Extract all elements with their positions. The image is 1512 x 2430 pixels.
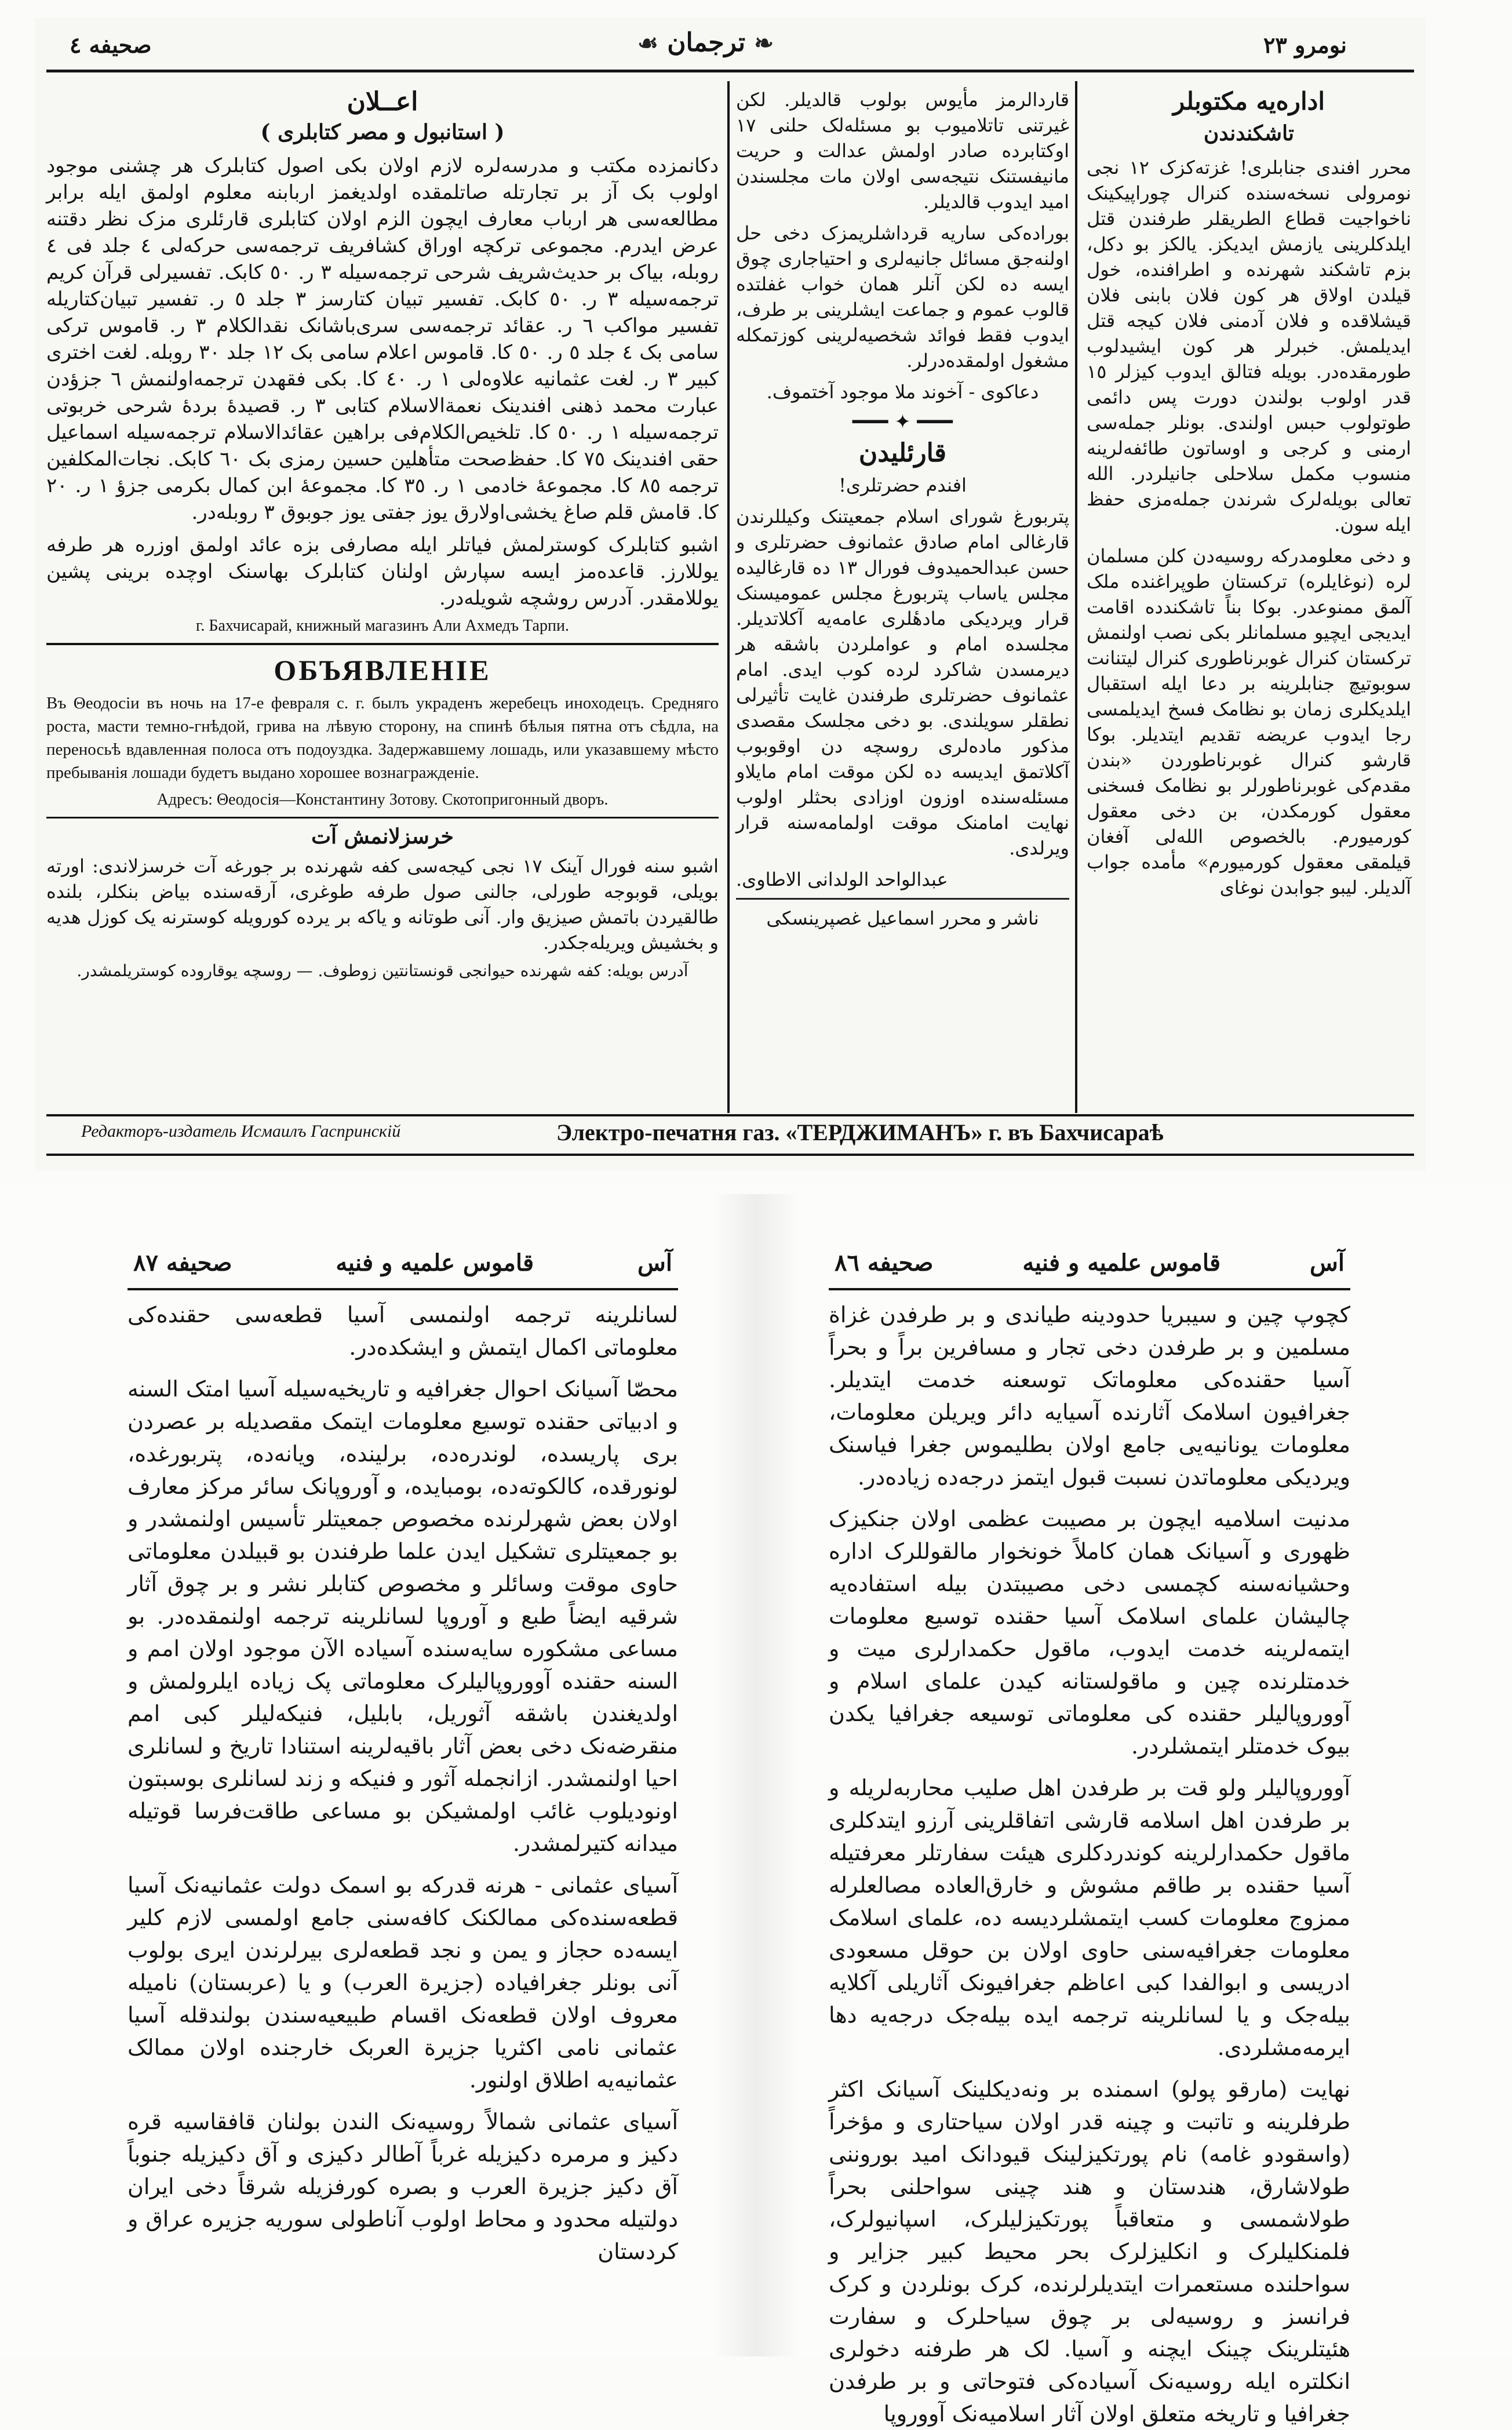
middle-signature: دعاکوی - آخوند ملا موجود آختموف. [766,381,1039,403]
middle-column [736,87,1069,1107]
rule-obyavlenie [46,643,719,645]
qarai-title: قارئلیدن [858,438,947,468]
announcements-subtitle: ( استانبول و مصر کتابلری ) [260,120,505,144]
issue-label: نومرو ٢٣ [1263,32,1347,58]
book-left-header-rule [127,1288,678,1290]
footer-rule-bottom [46,1154,1414,1156]
book-right-header-title: قاموس علمیه و فنیه [1022,1249,1221,1276]
book-left-paragraph-1: لسانلرینه ترجمه اولنمسی آسیا قطعه‌سی حقنده‌کی معلوماتی اکمال ایتمش و ایشکده‌در. [127,1302,678,1360]
editorial-paragraph-2: و دخی معلومدرکه روسیه‌دن کلن مسلمان لره (نوغایلره) ترکستان طوپراغنده ملک آلمق ممنوعدر. بوکا بناً تاشکندده اقامت ایدیجی ایچیو مسلمانلر بکی نصب اولنمش ترکستان کنرال غوبرناطوری کنرال لیتنانت سوبوتیچ جنابلرینه بر دعا ایله استقبال ایلدیکلری زمان بو نظامک فسخ ایدیلمسی رجا ایدوب عریضه تقدیم ایتدیلر. بوکا قارشو کنرال غوبرناطوردن «بندن مقدم‌کی غوبرناطورلر بو نظامک فسخنی معقول کورمکدن، بن دخی معقول کورمیورم. بالخصوص الله‌لی آفغان قیلمقی معقول کورمیورم» مأمده جواب آلدیلر. لیبو جوابدن نوغای [1087,545,1411,898]
editorial-location: تاشکندندن [1203,121,1295,145]
qarai-text: پتربورغ شورای اسلام جمعیتنک وکیللرندن قارغالی امام صادق عثمانوف حضرتلری و حسن عبدالحمیدوف فورال ١٣ ده قارغالیده مجلس یاساب پتربورغ مجلس عمومیسنک قرار ویردیکی مادهٔلری عامه‌یه آکلاتدیلر. مجلسده امام و عواملردن باشقه هر دیرمسدن شاکرد لرده کوب ایدی. امام عثمانوف حضرتلری طرفندن غایت تأثیرلی نطقلر سویلندی. بو دخی مجلسک مقصدی مذکور ماده‌لری روسچه دن اوقوبوب آکلاتمق ایدیسه ده لکن موقت امام مایلاو مسئله‌سنده اوزون اوزادی بحثلر اولوب نهایت امامنک موقت اولمامه‌سنه قرار ویرلدی. [736,505,1070,859]
masthead-title-text: ترجمان [667,28,746,57]
announcements-title: اعــلان [347,87,418,117]
book-left-header-title: قاموس علمیه و فنیه [336,1249,534,1276]
header-rule [46,70,1414,72]
obyavlenie-text: Въ Θеодосiи въ ночь на 17-е февраля с. г. былъ украденъ жеребецъ иноходецъ. Средняго роста, масти темно-гнѣдой, грива на лѣвую сторону, на спинѣ бѣлыя пятна отъ сѣдла, на переносьѣ вдавленная полоса отъ подоуздка. Задержавшему лошадь, или указавшему мѣсто пребыванiя лошади будетъ выдано хорошее вознагражденiе. [46,694,719,782]
qarai-greeting: افندم حضرتلری! [839,474,967,496]
announcements-paragraph-1: دکانمزده مکتب و مدرسه‌لره لازم اولان بکی اصول کتابلرک هر چشنی موجود اولوب بک آز بر تجارتله صاتلمقده اولدیغمز اربابنه معلوم اولمق ایله برابر مطالعه‌سی هر ارباب معارف ایچون الزم اولان کتابلری قارئلری مزک نظر دقتنه عرض ایدرم. مجموعی ترکچه اوراق کشافریف ترجمه‌سی حرکه‌لی ٤ جلد فی ٤ روبله، بیاک بر حدیث‌شریف شرحی ترجمه‌سیله ٣ ر. ٥٠ کابک. تفسیرلی قرآن کریم ترجمه‌سیله ٣ ر. ٥٠ کابک. تفسیر تبیان کتارسز ٣ جلد ٥ ر. تفسیر تبیان‌کتاریله تفسیر مواکب ٦ ر. عقائد ترجمه‌سی سری‌باشانک نقدالکلام ٣ ر. قاموس ترکی سامی بک ٤ جلد ٥ ر. ٥٠ کا. قاموس اعلام سامی بک ١٢ جلد ٣٠ روبله. لغت اختری کبیر ٣ ر. لغت عثمانیه علاوه‌لی ١ ر. ٤٠ کا. بکی فقهدن ترجمه‌اولنمش ٦ جزؤدن عبارت محمد ذهنی افندینک نعمة‌الاسلام کتابی ٣ ر. قصیدهٔ بردهٔ شرحی خربوتی ترجمه‌سیله ١ ر. ٥٠ کا. تلخیص‌الکلام‌فی براهین عقائدالاسلام ترجمه‌سیله اسماعیل حقی افندینک ٧٥ کا. حفظ‌صحت متأهلین حسین رمزی بک ٦٠ کابک. نجات‌المکلفین ترجمه ٨٥ کا. مجموعهٔ خادمی ١ ر. ٣٥ کا. مجموعهٔ ابن کمال بکرمی جزؤ ١ ر. ٢٠ کا. قامش قلم صاغ یخشی‌اولارق یوز جفتی یوز جوبوق ٣ روبله‌در. [46,154,719,524]
editorial-column [1087,87,1411,1107]
book-right-paragraph-3: آووروپالیلر ولو قت بر طرفدن اهل صلیب محاربه‌لریله و بر طرفدن اهل اسلامه قارشی اتفاقلرینی آرزو ایتدکلری ماقول حکمدارلرینه کوندردکلری هیئت سفارتلر معرفتیله آسیا حقنده بر طاقم مشوش و خارق‌العاده مصالعلرله ممزوج معلومات کسب ایتمشلردیسه ده، علمای اسلامک معلومات جغرافیه‌سنی حاوی اولان بن حوقل مسعودی ادریسی و ابوالفدا کبی اعاظم جغرافیونک آثاریلی آکلایه بیله‌جک و یا لسانلرینه ترجمه ایده بیله‌جک درجه‌یه دها ایرمه‌مشلردی. [829,1775,1350,2060]
publisher-line: ناشر و محرر اسماعیل غصپرینسکی [736,898,1069,931]
horse-address: آدرس بویله: کفه شهرنده حیوانجی قونستانتین زوطوف. — روسچه یوقاروده کوستریلمشدر. [76,961,688,980]
horse-text: اشبو سنه فورال آینک ١٧ نجی کیجه‌سی کفه شهرنده بر جورغه آت خرسزلاندی: اورته بویلی، قوبوجه طورلی، جالنی صول طرفه طوغری، آرقه‌سنده بیاض بنکلر، بلنده طالقیردن باتمش صیزیق وار. آنی طوتانه و یاکه بر یرده کورویله کوسترنه یک کوزل هدیه و بخشیش ویریله‌جکدر. [46,855,719,954]
book-left-paragraph-2: محصّا آسیانک احوال جغرافیه و تاریخیه‌سیله آسیا امتک السنه و ادبیاتی حقنده توسیع معلومات ایتمک مقصدیله بر عصردن بری پاریسده، لوندره‌ده، برلینده، ویانه‌ده، پتربورغده، لونورقده، کالکوته‌ده، بومبایده، و آوروپانک سائر مرکز معارف اولان بعض شهرلرنده مخصوص جمعیتلر تأسیس اولنمشدر و بو جمعیتلری تشکیل ایدن علما طرفندن بو قبیلدن معلوماتی حاوی موقت وسائلر و مخصوص کتابلر نشر و بر چوق آثار شرقیه ایضاً طبع و آوروپا لسانلرینه ترجمه اولنمقده‌در. بو مساعی مشکوره سایه‌سنده آسیاده الآن موجود اولان امم و السنه حقنده آووروپالیلرک معلوماتی پک زیاده ایلرولمش و اولدیغندن باشقه آثوریل، بابلیل، فنیکه‌لیلر کبی امم منقرضه‌نک دخی بعض آثار باقیه‌لرینه استنادا تاریخ و لسانلری احیا اولنمشدر. ازانجمله آثور و فنیکه و زند لسانلری بوسبتون اونودیلوب غائب اولمشیکن بو مساعی طاقت‌فرسا قوتیله میدانه کتیرلمشدر. [127,1376,678,1856]
announcements-column [46,87,719,1107]
book-left-page-no: صحیفه ٨٧ [133,1249,232,1276]
masthead-ornament-left: ❧ [754,30,774,57]
footer-rule [46,1114,1414,1116]
book-right-header-rule [829,1288,1350,1290]
middle-paragraph-2: بوراده‌کی ساریه قرداشلریمزک دخی حل اولنه‌جق مسائل جانیه‌لری و احتیاجاری چوق ایسه ده لکن آنلر همان خواب غفلتده قالوب عموم و جماعت ایشلرینی بر طرف، ایدوب فقط فوائد شخصیه‌لرینی کوزتمکله مشغول اولمقده‌درلر. [736,222,1069,372]
book-left-body [127,1298,678,2342]
masthead-ornament-right: ☙ [637,30,658,57]
footer-printing: Электро-печатня газ. «ТЕРДЖИМАНЪ» г. въ Бахчисараѣ [556,1119,1164,1145]
obyavlenie-title: ОБЪЯВЛЕНIЕ [274,654,491,686]
middle-paragraph-1: قاردالرمز مأیوس بولوب قالدیلر. لکن غیرتنی تاتلامیوب بو مسئله‌لک حلنی ١٧ اوکتابرده صادر اولمش عدالت و حریت مانیفستنک نتیجه‌سی اولان مات مجلسندن امید ایدوب قالدیلر. [736,89,1069,213]
column-rule-1 [727,81,730,1113]
editorial-title: اداره‌یه مکتوبلر [1173,87,1325,115]
horse-title: خرسزلانمش آت [311,824,454,849]
book-left-section-paragraph-1: آسیای عثمانی - هرنه قدرکه بو اسمک دولت عثمانیه‌نک آسیا قطعه‌سنده‌کی ممالکنک کافه‌سنی جامع اولمسی لازم کلیر ایسه‌ده حجاز و یمن و نجد قطعه‌لری بیرلرندن ایری بولوب آنی بونلر جغرافیاده (جزیرة العرب) و یا (عربستان) نامیله معروف اولان قطعه‌نک اقسام طبیعیه‌سندن بولندقله آسیا عثمانی نامی اکثریا جزیرة العربک خارجنده اولان ممالک عثمانیه‌یه اطلاق اولنور. [127,1872,679,2093]
book-right-page-no: صحیفه ٨٦ [835,1249,934,1276]
book-right-header-word: آس [1310,1249,1345,1276]
qarai-signature: عبدالواحد الولدانی الاطاوی. [736,868,948,890]
divider-ornament: ━━━ ✦ ━━━ [852,410,953,434]
book-left-header-word: آس [637,1249,672,1276]
book-right-paragraph-2: مدنیت اسلامیه ایچون بر مصیبت عظمی اولان جنکیزک ظهوری و آسیانک همان کاملاً خونخوار مالقوللرک اداره وحشیانه‌سنه کچمسی دخی مصیبتدن بیله استفاده‌یه چالیشان علمای اسلامک آسیا حقنده توسیع معلومات ایتمه‌لرینه خدمت ایدوب، ماقول حکمدارلری میت و خدمتلرنده چین و ماقولستانه کیدن علمای اسلام و آووروپالیلر حقنده کی معلوماتی توسیعه جغرافیا یکدن بیوک خدمتلر ایتمشلردر. [829,1506,1350,1759]
book-right-paragraph-1: کچوپ چین و سیبریا حدودینه طیاندی و بر طرفدن غزاة مسلمین و بر طرفدن دخی تجار و مسافرین براً و بحراً آسیا حقنده‌کی معلوماتک توسعنه خدمت ایتدیلر. جغرافیون اسلامک آثارنده آسیایه دائر ویریلن معلومات، معلومات یونانیه‌یی جامع اولان بطلیموس جغرا فیاسنک ویردیکی معلوماتدن نسبت قبول ایتمز درجه‌ده زیاده‌در. [829,1302,1350,1490]
column-rule-2 [1075,81,1077,1113]
footer-editor: Редакторъ-издатель Исмаилъ Гаспринскiй [81,1122,401,1141]
announcements-paragraph-2: اشبو کتابلرک کوسترلمش فیاتلر ایله مصارفی بزه عائد اولمق اوزره هر طرفه یوللارز. قاعده‌مز ایسه سپارش اولنان کتابلرک بهاسنک اوچده برینی پشین یوللامقدر. آدرس روشچه شویله‌در. [46,533,719,610]
book-spine [713,1194,800,2356]
book-right-paragraph-4: نهایت (مارقو پولو) اسمنده بر ونه‌دیکلینک آسیانک اکثر طرفلرینه و تاتبت و چینه قدر اولان سیاحتاری و مؤخراً (واسقودو غامه) نام پورتکیزلینک قیودانک امید بوروننی طولاشارق، هندستان و هند چینی سواحلنی بحراً طولاشمسی و متعاقباً پورتکیزلیلرک، اسپانیولرک، فلمنکلیلرک و انکلیزلرک بحر محیط کبیر جزایر و سواحلنده مستعمرات ایتدیلرلرنده، کرک بونلردن و کرک فرانسز و روسیه‌لی بر چوق سیاحلرک و سفارت هئیتلرینک چینک ایچنه و آسیا. لک هر طرفنه دخولری انکلتره ایله روسیه‌نک آسیاده‌کی فتوحاتی و بر طرفدن جغرافیا و تاریخه متعلق اولان آثار اسلامیه‌نک آووروپا [829,2076,1350,2427]
book-right-body [829,1298,1350,2427]
rule-horse [46,817,719,819]
book-right-header [835,1249,1345,1284]
announcements-address: г. Бахчисарай, книжный магазинъ Али Ахмедъ Тарпи. [196,617,569,635]
editorial-paragraph-1: محرر افندی جنابلری! غزته‌کزک ١٢ نجی نومرولی نسخه‌سنده کنرال چوراپیکینک ناخواجیت قطاع الطریقلر طرفندن قتل ایلدکلرینی یازمش ایدیکز. یالکز بو دکل، بزم تاشکند شهرنده و اطرافنده، خول قیلدن اولاق هر کون فلان بابنی فلان قیشلاقده و فلان آدمنی فلان کیجه قتل ایدیلمش. خبرلر هر کون ایشیدلوب طورمقده‌در. بویله فتالق ایدوب کیزلر ١٥ قدر اولوب بولندن دورت پس دائمی طوتولوب حبس اولندی. بونلر جمله‌سی ارمنی و کرجی و اوساتون طائفه‌لرینه منسوب مکمل سلاحلی جانیلردر. الله تعالی بویله‌لرک شرندن جمله‌مزی حفظ ایله سون. [1087,157,1411,536]
obyavlenie-address: Адресъ: Θеодосiя—Константину Зотову. Скотопригонный дворъ. [156,791,609,809]
masthead-title [637,28,774,57]
page-label: صحیفه ٤ [70,32,152,58]
book-left-section-paragraph-2: آسیای عثمانی شمالاً روسیه‌نک الندن بولنان قافقاسیه قره دکیز و مرمره دکیزیله غرباً آطالر دکیزی و آق دکیزیله جنوباً آق دکیز جزیرة العرب و بصره کورفزیله شرقاً دخی ایران دولتیله محدود و محاط اولوب آناطولی سوریه جزیره عراق و کردستان [127,2109,678,2264]
book-left-header [133,1249,672,1284]
